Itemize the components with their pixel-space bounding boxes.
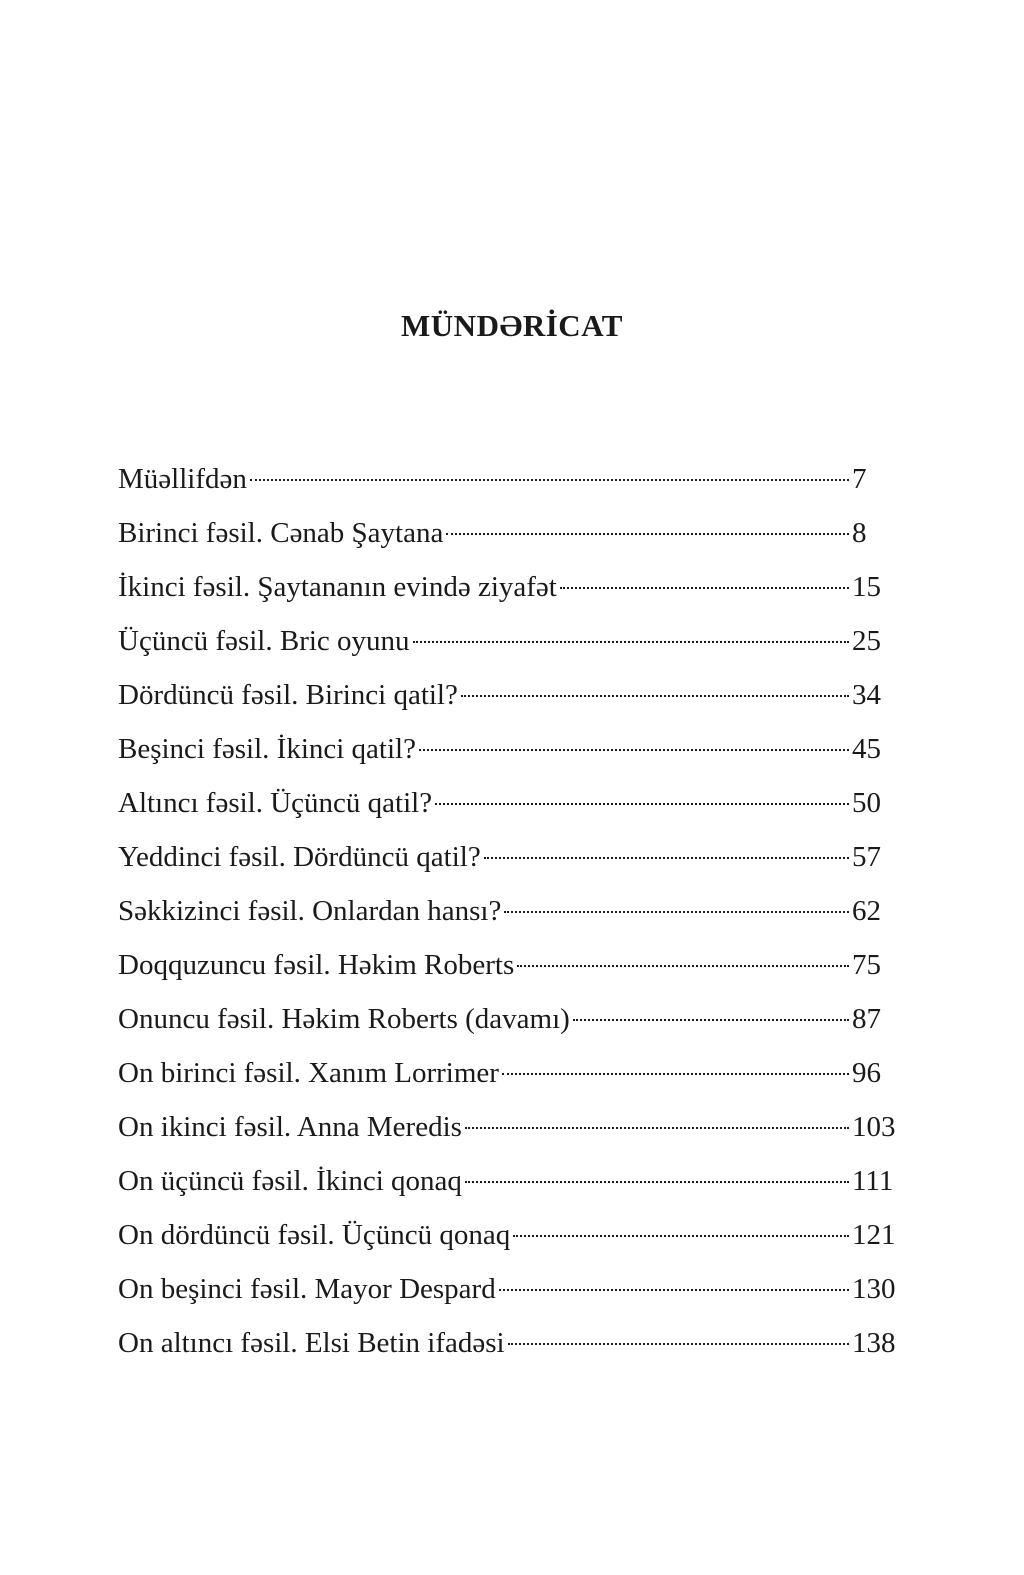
dot-leader (465, 1181, 849, 1183)
dot-leader (504, 911, 849, 913)
toc-entry-page: 62 (852, 895, 881, 927)
toc-entry (118, 506, 896, 560)
toc-entry-page: 25 (852, 625, 881, 657)
toc-entry-title: Üçüncü fəsil. Bric oyunu (118, 625, 410, 657)
toc-entry (118, 614, 896, 668)
dot-leader (502, 1073, 849, 1075)
toc-entry-page: 103 (852, 1111, 896, 1143)
toc-entry (118, 1154, 896, 1208)
toc-entry-page: 7 (852, 463, 867, 495)
toc-entry-page: 75 (852, 949, 881, 981)
toc-entry-page: 121 (852, 1219, 896, 1251)
toc-entry-page: 96 (852, 1057, 881, 1089)
dot-leader (508, 1343, 849, 1345)
dot-leader (499, 1289, 849, 1291)
dot-leader (573, 1019, 849, 1021)
toc-entry-title: Səkkizinci fəsil. Onlardan hansı? (118, 895, 502, 927)
dot-leader (250, 479, 849, 481)
dot-leader (446, 533, 849, 535)
toc-entry (118, 1046, 896, 1100)
toc-entry-page: 57 (852, 841, 881, 873)
dot-leader (517, 965, 849, 967)
toc-entry (118, 722, 896, 776)
toc-entry (118, 560, 896, 614)
toc-entry-title: Altıncı fəsil. Üçüncü qatil? (118, 787, 433, 819)
toc-entry-title: On birinci fəsil. Xanım Lorrimer (118, 1057, 499, 1089)
toc-entry-title: Doqquzuncu fəsil. Həkim Roberts (118, 949, 515, 981)
toc-entry-title: On üçüncü fəsil. İkinci qonaq (118, 1165, 462, 1197)
toc-entry-title: İkinci fəsil. Şaytananın evində ziyafət (118, 571, 557, 603)
toc-entry-page: 15 (852, 571, 881, 603)
toc-entry (118, 884, 896, 938)
toc-entry-title: On ikinci fəsil. Anna Meredis (118, 1111, 462, 1143)
dot-leader (465, 1127, 849, 1129)
toc-entry-title: Birinci fəsil. Cənab Şaytana (118, 517, 444, 549)
toc-entry-page: 138 (852, 1327, 896, 1359)
dot-leader (435, 803, 849, 805)
dot-leader (560, 587, 849, 589)
toc-entry-title: Yeddinci fəsil. Dördüncü qatil? (118, 841, 481, 873)
toc-entry (118, 1100, 896, 1154)
toc-entry-page: 111 (852, 1165, 894, 1197)
table-of-contents (118, 452, 896, 1370)
toc-entry (118, 830, 896, 884)
toc-entry (118, 992, 896, 1046)
toc-entry-title: On dördüncü fəsil. Üçüncü qonaq (118, 1219, 511, 1251)
toc-entry-page: 130 (852, 1273, 896, 1305)
dot-leader (513, 1235, 849, 1237)
toc-entry-page: 50 (852, 787, 881, 819)
toc-entry-title: Onuncu fəsil. Həkim Roberts (davamı) (118, 1003, 570, 1035)
toc-entry (118, 452, 896, 506)
dot-leader (419, 749, 849, 751)
toc-entry (118, 1208, 896, 1262)
toc-entry-page: 34 (852, 679, 881, 711)
toc-entry-title: On beşinci fəsil. Mayor Despard (118, 1273, 496, 1305)
toc-entry-page: 8 (852, 517, 867, 549)
toc-entry (118, 776, 896, 830)
toc-entry-title: Beşinci fəsil. İkinci qatil? (118, 733, 416, 765)
toc-entry-title: On altıncı fəsil. Elsi Betin ifadəsi (118, 1327, 505, 1359)
toc-entry (118, 668, 896, 722)
toc-entry (118, 1316, 896, 1370)
page-title: MÜNDƏRİCAT (401, 308, 623, 343)
toc-entry-title: Müəllifdən (118, 463, 247, 495)
dot-leader (484, 857, 849, 859)
dot-leader (413, 641, 849, 643)
toc-entry (118, 1262, 896, 1316)
toc-entry (118, 938, 896, 992)
toc-entry-page: 45 (852, 733, 881, 765)
dot-leader (461, 695, 849, 697)
toc-entry-page: 87 (852, 1003, 881, 1035)
toc-entry-title: Dördüncü fəsil. Birinci qatil? (118, 679, 458, 711)
